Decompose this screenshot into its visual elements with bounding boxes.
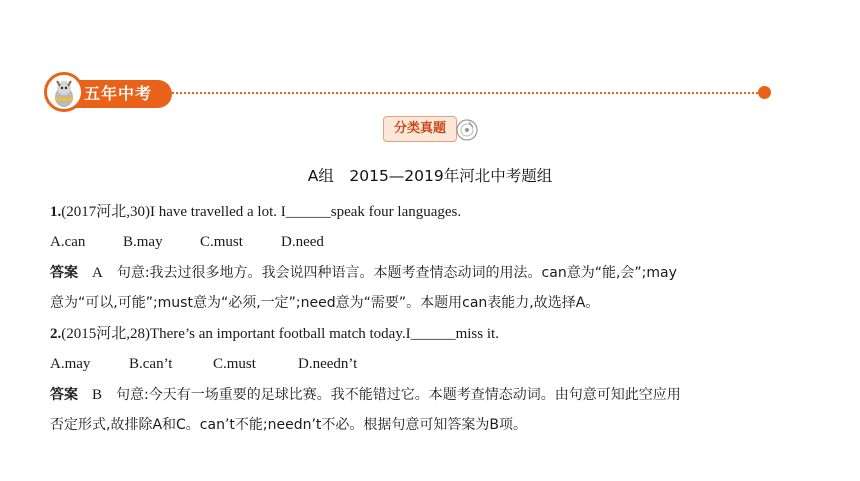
answer-explanation-cont: 否定形式,故排除A和C。can’t不能;needn’t不必。根据句意可知答案为B项。 [50, 417, 528, 433]
option-d: D.needn’t [298, 356, 358, 372]
question-2-answer [50, 385, 681, 405]
answer-explanation-cont: 意为“可以,可能”;must意为“必须,一定”;need意为“需要”。本题用can表能力,故选择A。 [50, 295, 600, 311]
group-title: A组 2015—2019年河北中考题组 [307, 167, 553, 185]
disc-icon [455, 118, 479, 142]
question-text: (2015河北,28)There’s an important football match today.I______miss it. [61, 326, 499, 342]
answer-label: 答案 [50, 265, 78, 281]
banner-end-dot [758, 86, 771, 99]
mascot-icon [44, 72, 84, 112]
option-b: B.can’t [129, 356, 173, 372]
option-d: D.need [281, 234, 324, 250]
section-banner [44, 72, 774, 116]
answer-explanation: 句意:今天有一场重要的足球比赛。我不能错过它。本题考查情态动词。由句意可知此空应用 [116, 387, 681, 403]
question-2-options [50, 354, 357, 374]
answer-label: 答案 [50, 387, 78, 403]
answer-letter: A [92, 265, 103, 281]
option-c: C.must [200, 234, 243, 250]
option-a: A.may [50, 356, 91, 372]
question-1-stem [50, 202, 461, 222]
question-1-options [50, 232, 324, 252]
question-number: 1. [50, 204, 62, 220]
banner-title: 五年中考 [84, 84, 153, 103]
section-tag [383, 116, 479, 144]
option-b: B.may [123, 234, 163, 250]
question-number: 2. [50, 326, 62, 342]
question-text: (2017河北,30)I have travelled a lot. I______speak four languages. [61, 204, 462, 220]
question-1-answer [50, 263, 677, 283]
section-tag-label: 分类真题 [393, 121, 446, 136]
answer-explanation: 句意:我去过很多地方。我会说四种语言。本题考查情态动词的用法。can意为“能,会”;may [116, 265, 677, 281]
question-2-stem [50, 324, 499, 344]
answer-letter: B [92, 387, 103, 403]
option-a: A.can [50, 234, 86, 250]
option-c: C.must [213, 356, 256, 372]
banner-dotted-line [172, 92, 762, 94]
